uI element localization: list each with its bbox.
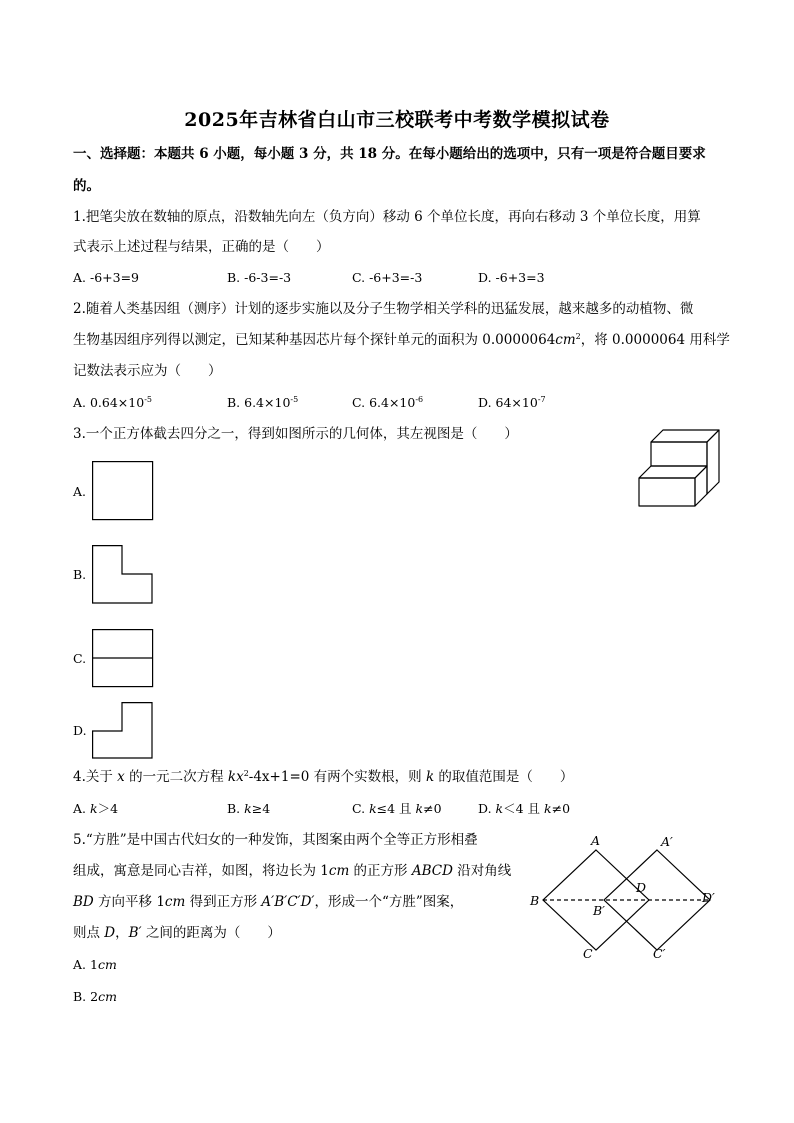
- label-b-prime: B′: [593, 903, 606, 918]
- q4-option-b-pre: B.: [227, 801, 245, 816]
- q4-tail: 的取值范围是（ ）: [434, 769, 574, 785]
- q5-fangsheng-figure: [528, 832, 728, 962]
- q5-option-a-unit: cm: [97, 957, 117, 972]
- q2-text-line3: 记数法表示应为（ ）: [73, 363, 222, 379]
- q5-line2-b: 的正方形: [349, 863, 412, 879]
- label-c: C: [583, 946, 593, 961]
- q2-option-b-exp: -5: [290, 395, 299, 404]
- q2-option-c-base: C. 6.4×10: [352, 395, 416, 410]
- q5-text-line2: [73, 862, 511, 880]
- q2-option-d-exp: -7: [537, 395, 546, 404]
- q4-sup: 2: [243, 769, 249, 778]
- q2-option-a-base: A. 0.64×10: [73, 395, 145, 410]
- q1-text-line2: 式表示上述过程与结果，正确的是（ ）: [73, 239, 330, 255]
- label-a-prime: A′: [661, 834, 673, 849]
- q5-text-line4: [73, 924, 281, 942]
- q5-text-line3: [73, 893, 463, 911]
- q5-option-b: [73, 988, 117, 1006]
- q5-line4-var2: B′: [128, 925, 142, 941]
- q4-option-c-pre: C.: [352, 801, 370, 816]
- q4-option-d-post2: ≠0: [551, 801, 571, 816]
- section-heading-line1: 一、选择题：本题共 6 小题，每小题 3 分，共 18 分。在每小题给出的选项中，只有一项是符合题目要求: [73, 146, 706, 162]
- q2-line2-b: ，将 0.0000064 用科学: [580, 332, 730, 348]
- q5-line4-b: ，: [115, 925, 129, 941]
- q3-option-c-figure: [92, 629, 154, 689]
- q4-var-x: x: [117, 769, 125, 785]
- q4-option-c-var: k: [369, 801, 377, 816]
- q5-text-line1: 5.“方胜”是中国古代妇女的一种发饰，其图案由两个全等正方形相叠: [73, 832, 478, 848]
- q4-option-d-var2: k: [544, 801, 552, 816]
- q4-prefix: 4.关于: [73, 769, 118, 785]
- label-d: D: [636, 880, 647, 895]
- q5-option-a-pre: A. 1: [73, 957, 98, 972]
- q3-option-a-figure: [92, 461, 154, 521]
- q4-text-line1: [73, 768, 573, 786]
- q2-option-d-base: D. 64×10: [478, 395, 538, 410]
- q4-var-k: k: [425, 769, 435, 785]
- q4-option-d-post: ＜4 且: [503, 801, 545, 816]
- q3-option-b-label: B.: [73, 567, 87, 582]
- label-c-prime: C′: [653, 946, 666, 961]
- q4-option-d: [478, 800, 570, 818]
- q5-line4-a: 则点: [73, 925, 105, 941]
- q3-option-d-figure: [92, 702, 154, 760]
- q4-option-b: [227, 800, 270, 818]
- q1-option-b: B. -6-3=-3: [227, 270, 292, 285]
- q3-solid-figure: [636, 428, 722, 508]
- q4-option-c-post2: ≠0: [423, 801, 442, 816]
- q3-text-line1: 3.一个正方体截去四分之一，得到如图所示的几何体，其左视图是（ ）: [73, 426, 518, 442]
- q2-option-a: [73, 394, 152, 412]
- q2-option-a-exp: -5: [144, 395, 152, 404]
- page-title: 2025年吉林省白山市三校联考中考数学模拟试卷: [184, 109, 610, 131]
- q5-line2-c: 沿对角线: [452, 863, 512, 879]
- q3-option-d-label: D.: [73, 723, 87, 738]
- q2-text-line2: [73, 331, 730, 349]
- q4-option-b-post: ≥4: [251, 801, 271, 816]
- q3-option-c-label: C.: [73, 651, 87, 666]
- q2-line2-unit: cm: [555, 332, 576, 348]
- q4-option-a: [73, 800, 118, 818]
- q5-line2-var: ABCD: [411, 863, 453, 879]
- q5-option-b-pre: B. 2: [73, 989, 99, 1004]
- q1-option-c: C. -6+3=-3: [352, 270, 423, 285]
- q2-line2-a: 生物基因组序列得以测定，已知某种基因芯片每个探针单元的面积为 0.0000064: [73, 332, 556, 348]
- q4-option-a-var: k: [89, 801, 98, 816]
- q3-option-a-label: A.: [73, 484, 87, 499]
- q4-var-kx: kx: [227, 769, 244, 785]
- q2-text-line1: 2.随着人类基因组（测序）计划的逐步实施以及分子生物学相关学科的迅猛发展，越来越多的动植物、微: [73, 301, 694, 317]
- q1-text-line1: 1.把笔尖放在数轴的原点，沿数轴先向左（负方向）移动 6 个单位长度，再向右移动 3 个单位长度，用算: [73, 209, 701, 225]
- q2-option-c-exp: -6: [415, 395, 424, 404]
- q5-line3-var2: A′B′C′D′: [261, 894, 315, 910]
- q1-option-d: D. -6+3=3: [478, 270, 545, 285]
- q5-line3-var: BD: [73, 894, 94, 910]
- q4-eq: -4x+1=0 有两个实数根，则: [248, 769, 426, 785]
- q5-line3-unit: cm: [164, 894, 186, 910]
- q4-option-c-var2: k: [415, 801, 424, 816]
- q2-option-c: [352, 394, 423, 412]
- q3-option-b-figure: [92, 545, 154, 605]
- q5-line3-c: ，形成一个“方胜”图案，: [314, 894, 464, 910]
- q5-option-a: [73, 956, 117, 974]
- q4-option-c-post: ≤4 且: [376, 801, 416, 816]
- q2-line2-sup: 2: [575, 332, 581, 341]
- q5-line4-c: 之间的距离为（ ）: [141, 925, 281, 941]
- section-heading-line2: 的。: [73, 178, 100, 194]
- q2-option-b-base: B. 6.4×10: [227, 395, 291, 410]
- q5-line2-unit: cm: [328, 863, 350, 879]
- q5-line3-b: 得到正方形: [185, 894, 262, 910]
- q4-option-b-var: k: [244, 801, 252, 816]
- q1-option-a: A. -6+3=9: [73, 270, 140, 285]
- label-a: A: [591, 833, 601, 848]
- q2-option-b: [227, 394, 298, 412]
- q5-option-b-unit: cm: [98, 989, 117, 1004]
- q4-option-a-pre: A.: [73, 801, 90, 816]
- q4-option-a-post: ＞4: [97, 801, 119, 816]
- label-d-prime: D′: [702, 890, 715, 905]
- q4-option-d-pre: D.: [478, 801, 496, 816]
- label-b: B: [530, 893, 540, 908]
- q5-line3-a: 方向平移 1: [93, 894, 165, 910]
- q4-mid: 的一元二次方程: [124, 769, 228, 785]
- q4-option-c: [352, 800, 442, 818]
- q4-option-d-var: k: [495, 801, 504, 816]
- q2-option-d: [478, 394, 546, 412]
- q5-line2-a: 组成，寓意是同心吉祥，如图，将边长为 1: [73, 863, 329, 879]
- q5-line4-var: D: [104, 925, 116, 941]
